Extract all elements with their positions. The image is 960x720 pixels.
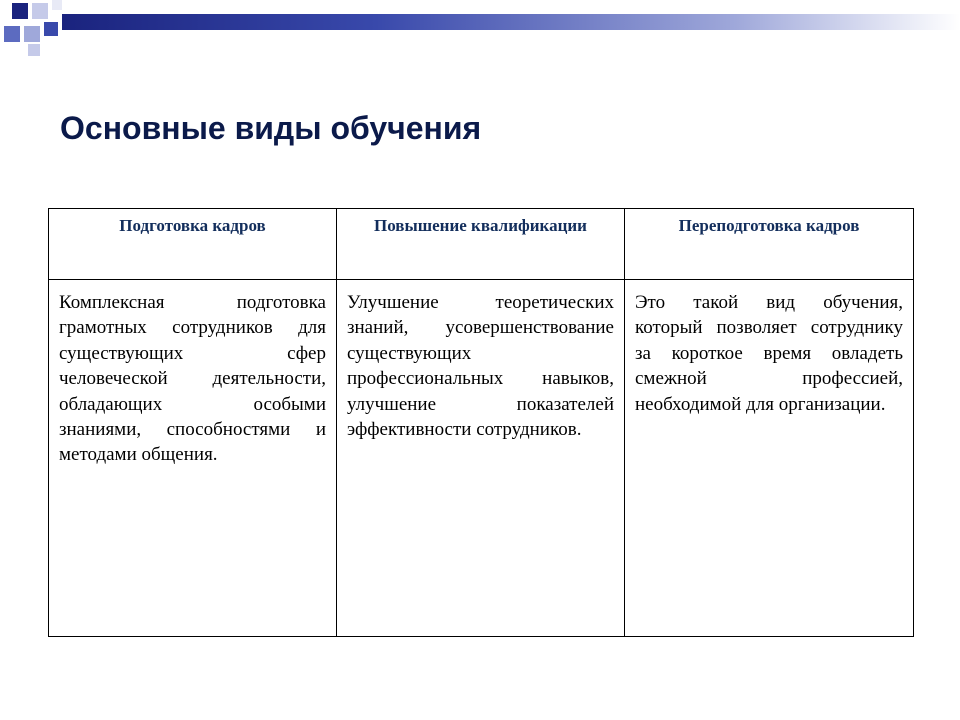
header-qualification: Повышение квалификации (337, 209, 625, 280)
table-row (49, 280, 914, 637)
training-types-table (48, 208, 914, 637)
cell-retraining-description: Это такой вид обучения, который позволяет сотруднику за короткое время овладеть смежной профессией, необходимой для организации. (625, 280, 914, 637)
decor-square (28, 44, 40, 56)
header-training: Подготовка кадров (49, 209, 337, 280)
slide-title: Основные виды обучения (60, 110, 482, 146)
decor-square (24, 26, 40, 42)
slide-decoration (0, 0, 960, 60)
decor-square (32, 3, 48, 19)
cell-training-description: Комплексная подготовка грамотных сотрудников для существующих сфер человеческой деятельности, обладающих особыми знаниями, способностями и методами общения. (49, 280, 337, 637)
decor-square (52, 0, 62, 10)
decor-square (44, 22, 58, 36)
table-header-row (49, 209, 914, 280)
cell-qualification-description: Улучшение теоретических знаний, усовершенствование существующих профессиональных навыков, улучшение показателей эффективности сотрудников. (337, 280, 625, 637)
decor-gradient-bar (62, 14, 960, 30)
decor-square (12, 3, 28, 19)
decor-square (4, 26, 20, 42)
header-retraining: Переподготовка кадров (625, 209, 914, 280)
